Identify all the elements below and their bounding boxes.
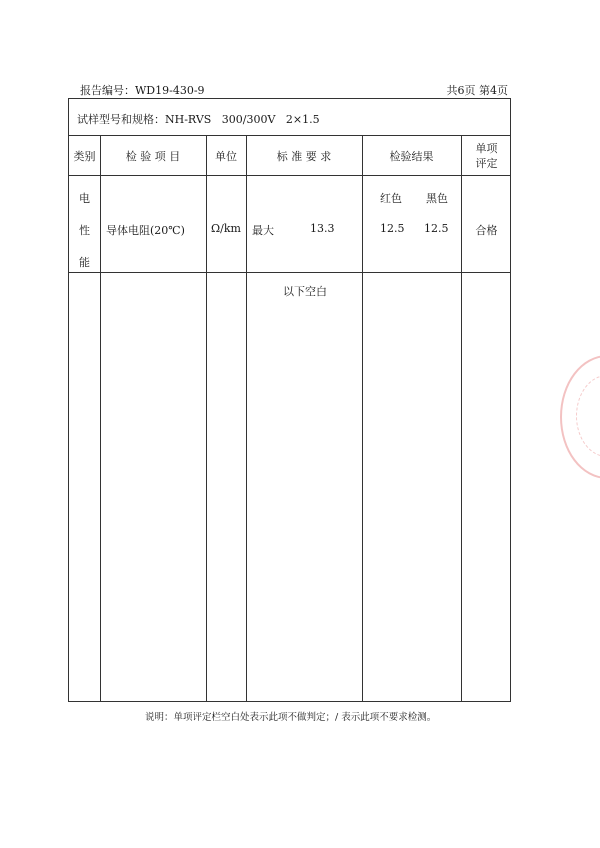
column-divider (461, 136, 462, 701)
unit-value: Ω/km (211, 222, 241, 235)
verdict-value: 合格 (475, 224, 498, 237)
header-unit: 单位 (215, 150, 237, 163)
spec-label: 试样型号和规格：NH-RVS 300/300V 2×1.5 (77, 113, 320, 126)
requirement-prefix: 最大 (252, 224, 274, 237)
requirement-value: 13.3 (310, 222, 335, 235)
header-row (69, 136, 510, 176)
category-char: 能 (79, 256, 90, 269)
header-verdict-line2: 评定 (475, 157, 498, 170)
column-divider (362, 136, 363, 701)
header-item: 检 验 项 目 (125, 150, 181, 163)
result-value-red: 12.5 (380, 222, 405, 235)
report-table (68, 98, 511, 702)
result-value-black: 12.5 (424, 222, 449, 235)
footer-note: 说明：单项评定栏空白处表示此项不做判定；/ 表示此项不要求检测。 (145, 712, 437, 723)
column-divider (206, 136, 207, 701)
page-info: 共6页 第4页 (446, 84, 508, 97)
spec-row (69, 99, 510, 136)
category-char: 电 (79, 192, 90, 205)
blank-note: 以下空白 (283, 285, 327, 298)
report-number: 报告编号：WD19-430-9 (80, 84, 205, 97)
result-label-red: 红色 (380, 192, 402, 205)
header-result: 检验结果 (389, 150, 434, 163)
header-verdict-line1: 单项 (475, 142, 498, 155)
category-char: 性 (79, 224, 90, 237)
header-category: 类别 (73, 150, 96, 163)
test-item: 导体电阻(20℃) (106, 224, 185, 237)
column-divider (100, 136, 101, 701)
result-label-black: 黑色 (426, 192, 448, 205)
column-divider (246, 136, 247, 701)
header-requirement: 标 准 要 求 (276, 150, 332, 163)
data-row (69, 176, 510, 273)
